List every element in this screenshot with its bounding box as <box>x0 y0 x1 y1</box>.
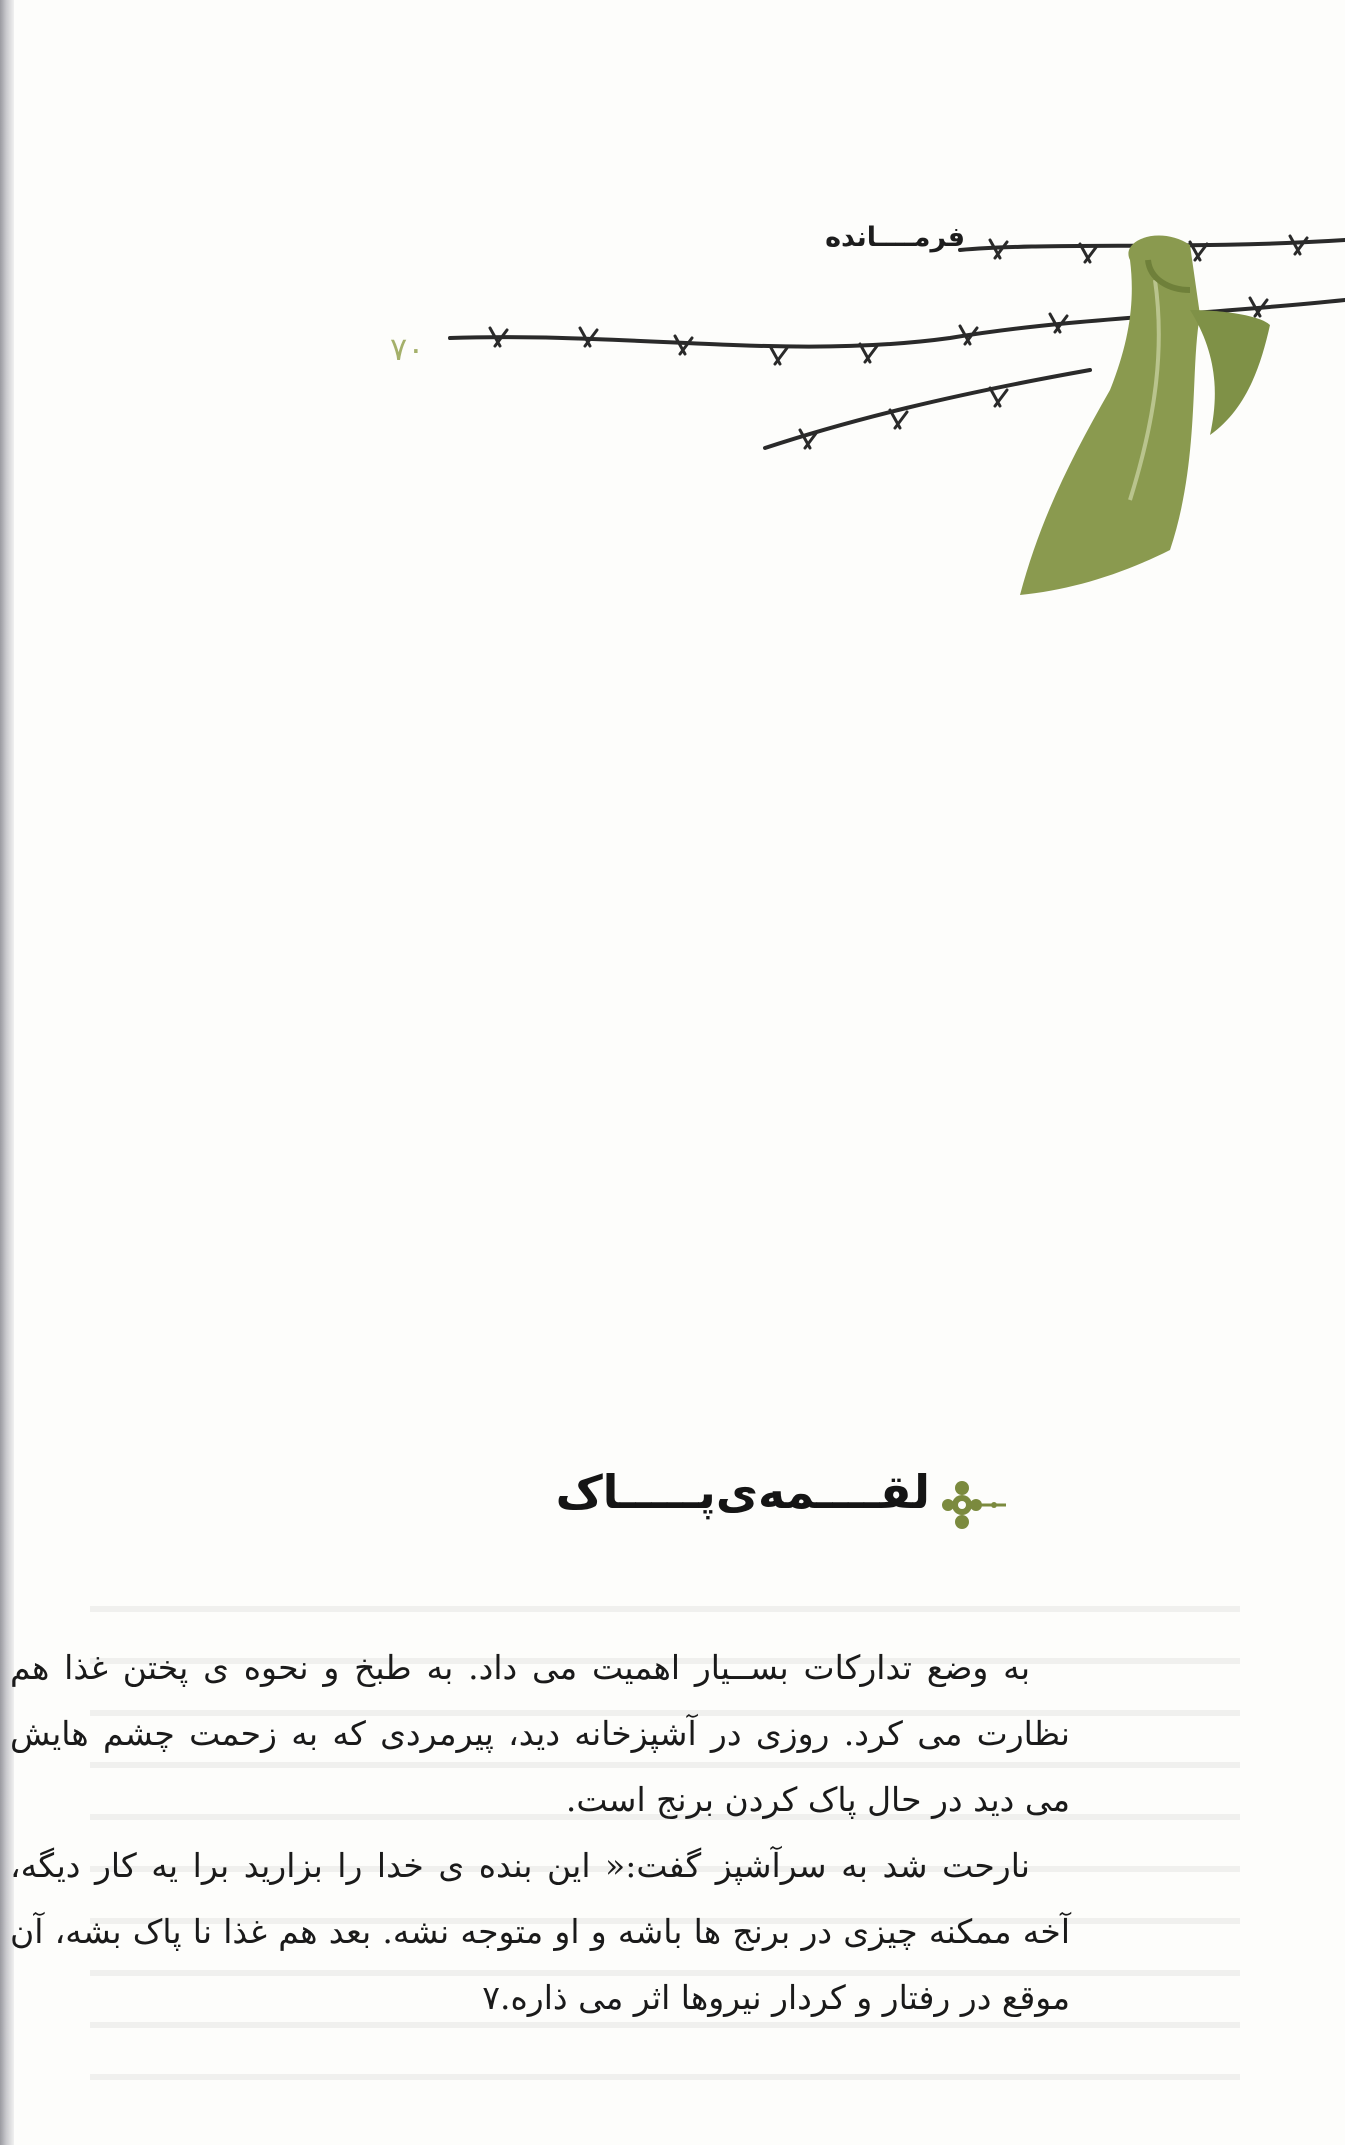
running-title: فرمــــانده <box>825 222 965 253</box>
barbed-wire-scarf-illustration <box>430 220 1345 620</box>
page-number: ۷۰ <box>390 330 425 368</box>
green-scarf-icon <box>1020 236 1270 595</box>
floral-ornament-icon <box>940 1470 1010 1540</box>
section-title: لقــــمه‌ی‌پـــــاک <box>555 1465 930 1519</box>
body-text <box>10 1635 1070 2031</box>
paragraph-1: به وضع تدارکات بســیار اهمیت می داد. به طبخ و نحوه ی پختن غذا هم نظارت می کرد. روزی در آشپزخانه دید، پیرمردی که به زحمت چشم هایش می دید در حال پاک کردن برنج است. <box>10 1648 1070 1819</box>
paragraph-2: نارحت شد به سرآشپز گفت:« این بنده ی خدا را بزارید برا یه کار دیگه، آخه ممکنه چیزی در برنج ها باشه و او متوجه نشه. بعد هم غذا نا پاک بشه، آن موقع در رفتار و کردار نیروها اثر می ذاره.۷ <box>10 1846 1070 2017</box>
